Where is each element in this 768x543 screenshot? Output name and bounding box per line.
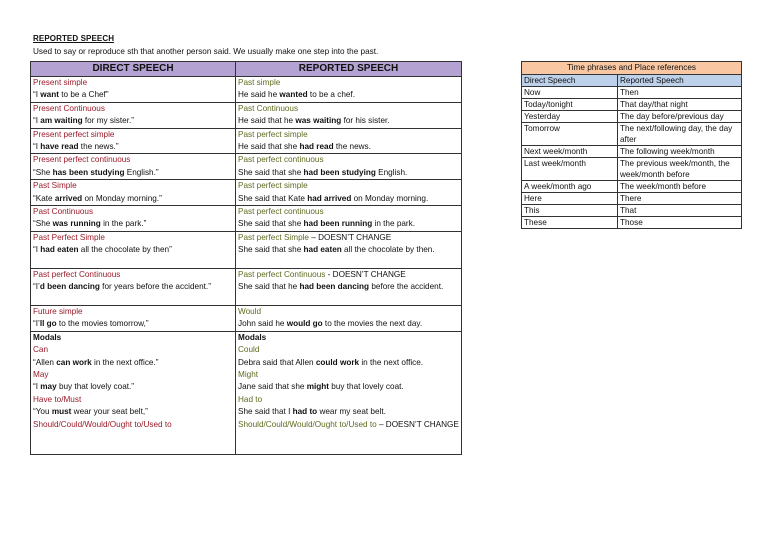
modal-label: Have to/Must	[33, 394, 82, 404]
table-row	[522, 193, 742, 205]
modal-label: Might	[238, 369, 259, 379]
modals-row	[31, 331, 462, 454]
reported-phrase: The following week/month	[618, 146, 742, 158]
reported-phrase: There	[618, 193, 742, 205]
modals-heading: Modals	[33, 332, 62, 342]
table-row	[522, 146, 742, 158]
direct-example: “I am waiting for my sister.”	[33, 116, 134, 126]
direct-phrase: Next week/month	[522, 146, 618, 158]
reported-tense-label: Past Continuous	[238, 103, 299, 113]
direct-example: “Kate arrived on Monday morning.”	[33, 193, 162, 203]
table-row	[31, 77, 462, 103]
modal-label: Should/Could/Would/Ought to/Used to	[33, 419, 172, 429]
direct-example: “I’d been dancing for years before the accident.”	[33, 282, 211, 292]
modal-label: Could	[238, 345, 260, 355]
direct-phrase: These	[522, 217, 618, 229]
direct-phrase: Here	[522, 193, 618, 205]
table-row	[522, 99, 742, 111]
direct-tense-label: Future simple	[33, 306, 83, 316]
direct-cell	[31, 180, 236, 206]
reported-tense-label: Past simple	[238, 78, 281, 87]
reported-cell	[236, 128, 462, 154]
table-row	[31, 231, 462, 268]
table-row	[31, 102, 462, 128]
reported-cell	[236, 268, 462, 305]
reported-cell	[236, 154, 462, 180]
table-row	[31, 206, 462, 232]
reported-tense-label: Past perfect Continuous - DOESN’T CHANGE	[238, 269, 406, 279]
modal-label: Can	[33, 345, 49, 355]
table-row	[522, 217, 742, 229]
reported-tense-label: Past perfect simple	[238, 181, 308, 191]
table-row	[522, 111, 742, 123]
table-row	[31, 154, 462, 180]
side-header-row	[522, 75, 742, 87]
reported-tense-label: Would	[238, 306, 262, 316]
reported-cell	[236, 231, 462, 268]
time-place-table	[521, 61, 742, 229]
modal-label: Should/Could/Would/Ought to/Used to – DOESN’T CHANGE	[238, 419, 459, 429]
direct-example: “She has been studying English.”	[33, 167, 159, 177]
direct-example: “I’ll go to the movies tomorrow,”	[33, 319, 149, 329]
direct-phrase: Now	[522, 87, 618, 99]
header-direct-speech: DIRECT SPEECH	[31, 62, 236, 77]
direct-cell	[31, 305, 236, 331]
reported-tense-label: Past perfect continuous	[238, 155, 324, 165]
reported-phrase: The week/month before	[618, 181, 742, 193]
direct-tense-label: Present simple	[33, 78, 88, 87]
direct-cell	[31, 77, 236, 103]
reported-cell	[236, 102, 462, 128]
direct-example: “She was running in the park.”	[33, 219, 147, 229]
side-table-title: Time phrases and Place references	[522, 62, 742, 75]
reported-phrase: The day before/previous day	[618, 111, 742, 123]
modal-label: Had to	[238, 394, 263, 404]
direct-cell	[31, 268, 236, 305]
modals-heading: Modals	[238, 332, 267, 342]
reported-cell	[236, 77, 462, 103]
table-row	[31, 128, 462, 154]
side-header-reported: Reported Speech	[618, 75, 742, 87]
direct-tense-label: Past Perfect Simple	[33, 232, 105, 242]
table-row	[522, 158, 742, 181]
reported-phrase: Those	[618, 217, 742, 229]
reported-example: He said that he was waiting for his sister.	[238, 116, 390, 126]
direct-tense-label: Present perfect simple	[33, 129, 115, 139]
reported-example: John said he would go to the movies the next day.	[238, 319, 423, 329]
reported-example: She said that Kate had arrived on Monday morning.	[238, 193, 429, 203]
modals-reported-cell	[236, 331, 462, 454]
reported-example: He said he wanted to be a chef.	[238, 90, 355, 100]
direct-cell	[31, 231, 236, 268]
modal-example: She said that I had to wear my seat belt.	[238, 407, 386, 417]
reported-example: He said that she had read the news.	[238, 142, 371, 152]
modal-label: May	[33, 369, 49, 379]
direct-tense-label: Past perfect Continuous	[33, 269, 121, 279]
table-row	[31, 180, 462, 206]
table-row	[31, 268, 462, 305]
reported-phrase: That day/that night	[618, 99, 742, 111]
modal-example: Debra said that Allen could work in the next office.	[238, 357, 424, 367]
direct-tense-label: Present Continuous	[33, 103, 105, 113]
table-row	[522, 87, 742, 99]
reported-phrase: That	[618, 205, 742, 217]
reported-phrase: The next/following day, the day after	[618, 123, 742, 146]
reported-phrase: Then	[618, 87, 742, 99]
reported-cell	[236, 180, 462, 206]
table-row	[522, 123, 742, 146]
direct-phrase: Last week/month	[522, 158, 618, 181]
modal-example: “I may buy that lovely coat.”	[33, 382, 135, 392]
header-reported-speech: REPORTED SPEECH	[236, 62, 462, 77]
table-row	[31, 305, 462, 331]
direct-example: “I had eaten all the chocolate by then”	[33, 245, 172, 255]
direct-cell	[31, 128, 236, 154]
direct-example: “I want to be a Chef”	[33, 90, 109, 100]
intro-text: Used to say or reproduce sth that another person said. We usually make one step into the past.	[33, 47, 379, 56]
modals-direct-cell	[31, 331, 236, 454]
table-row	[522, 205, 742, 217]
reported-tense-label: Past perfect Simple – DOESN’T CHANGE	[238, 232, 392, 242]
reported-tense-label: Past perfect simple	[238, 129, 308, 139]
reported-example: She said that he had been dancing before the accident.	[238, 282, 444, 292]
modal-example: “Allen can work in the next office.”	[33, 357, 159, 367]
direct-phrase: Tomorrow	[522, 123, 618, 146]
reported-example: She said that she had been running in the park.	[238, 219, 416, 229]
direct-tense-label: Past Simple	[33, 181, 77, 191]
direct-cell	[31, 102, 236, 128]
direct-example: “I have read the news.”	[33, 142, 119, 152]
reported-phrase: The previous week/month, the week/month before	[618, 158, 742, 181]
direct-phrase: Yesterday	[522, 111, 618, 123]
reported-cell	[236, 206, 462, 232]
table-row	[522, 181, 742, 193]
page-title: REPORTED SPEECH	[33, 34, 115, 43]
direct-cell	[31, 154, 236, 180]
modal-example: “You must wear your seat belt,”	[33, 407, 148, 417]
direct-phrase: This	[522, 205, 618, 217]
reported-example: She said that she had eaten all the chocolate by then.	[238, 245, 435, 255]
direct-phrase: Today/tonight	[522, 99, 618, 111]
tenses-table	[30, 61, 462, 455]
direct-phrase: A week/month ago	[522, 181, 618, 193]
reported-cell	[236, 305, 462, 331]
direct-cell	[31, 206, 236, 232]
reported-tense-label: Past perfect continuous	[238, 207, 324, 217]
modal-example: Jane said that she might buy that lovely coat.	[238, 382, 404, 392]
reported-example: She said that she had been studying English.	[238, 167, 408, 177]
side-header-direct: Direct Speech	[522, 75, 618, 87]
direct-tense-label: Past Continuous	[33, 207, 94, 217]
direct-tense-label: Present perfect continuous	[33, 155, 131, 165]
